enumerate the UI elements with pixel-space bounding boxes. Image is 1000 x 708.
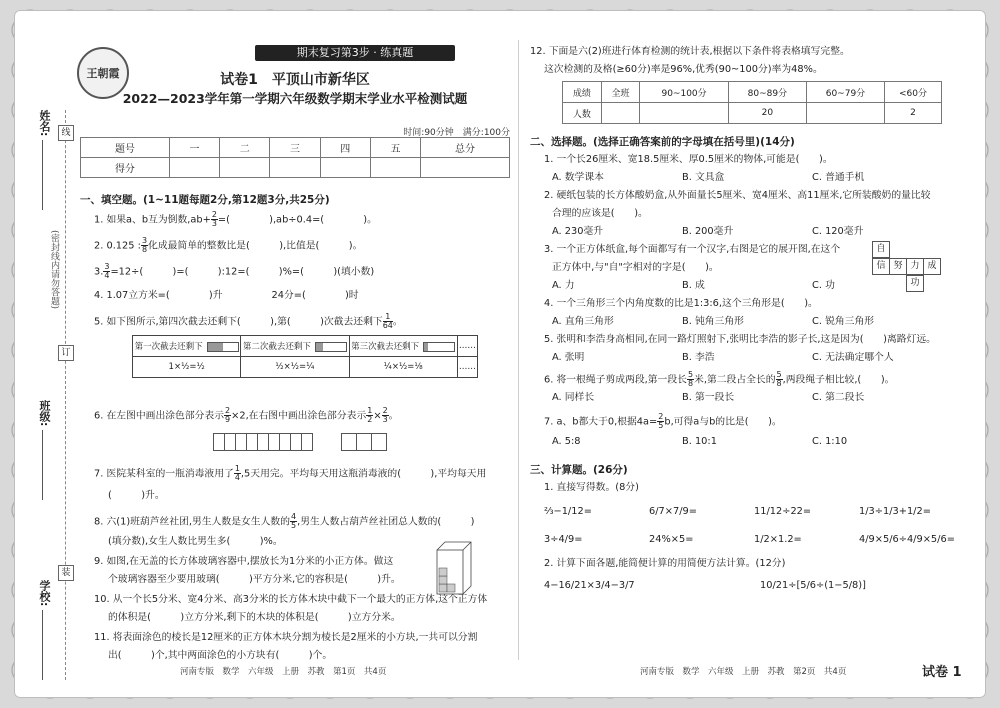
pe-stat-table — [562, 81, 942, 124]
score-header: 五 — [370, 138, 420, 158]
options-2-7 — [552, 435, 847, 449]
question-1-10: 10. 从一个长5分米、宽4分米、高3分米的长方体木块中截下一个最大的正方体,这个正方体 — [94, 594, 488, 605]
option[interactable]: B. 钝角三角形 — [682, 316, 744, 327]
stat-header: <60分 — [884, 82, 941, 103]
option[interactable]: C. 无法确定哪个人 — [812, 352, 894, 363]
question-1-7 — [94, 465, 486, 482]
seal-line — [65, 110, 66, 680]
question-2-2-cont: 合理的应该是( )。 — [552, 208, 648, 219]
seal-char-3: 装 — [58, 565, 74, 581]
net-cell: 成 — [923, 258, 941, 275]
glass-container-figure — [435, 540, 473, 596]
question-1-1 — [94, 211, 377, 228]
stat-cell[interactable] — [640, 103, 729, 124]
options-2-1 — [552, 171, 864, 185]
seal-char-2: 订 — [58, 345, 74, 361]
question-2-2: 2. 硬纸包装的长方体酸奶盒,从外面量长5厘米、宽4厘米、高11厘米,它所装酸奶的量比较 — [544, 190, 931, 201]
question-2-7 — [544, 413, 782, 430]
option[interactable]: B. 200毫升 — [682, 226, 734, 237]
q-text: 3. — [94, 266, 104, 278]
score-header: 题号 — [81, 138, 170, 158]
score-table — [80, 137, 510, 178]
seal-note: (密封线内请勿答题) — [49, 230, 59, 310]
options-2-2 — [552, 225, 863, 239]
seal-char-1: 线 — [58, 125, 74, 141]
name-label: 姓名: — [38, 110, 51, 137]
calc-row-2 — [544, 533, 955, 547]
calc-item[interactable]: 11/12÷22= — [754, 506, 812, 517]
question-1-10-cont: 的体积是( )立方分米,剩下的木块的体积是( )立方分米。 — [108, 612, 401, 623]
q-text: 5. 如下图所示,第四次截去还剩下( ),第( )次截去还剩下 — [94, 316, 383, 328]
fraction: $\frac{3}{8}$ — [141, 236, 148, 254]
calc-item[interactable]: 1/2×1.2= — [754, 534, 802, 545]
fraction: $\frac{5}{8}$ — [776, 370, 782, 388]
option[interactable]: A. 张明 — [552, 352, 585, 363]
calc-item[interactable]: ⅔−1/12= — [544, 506, 592, 517]
cut-formula: ¼×½=⅛ — [349, 357, 457, 378]
question-1-9: 9. 如图,在无盖的长方体玻璃容器中,摆放长为1分米的小正方体。做这 — [94, 556, 394, 567]
question-1-4: 4. 1.07立方米=( )升 24分=( )时 — [94, 290, 359, 301]
cut-header — [133, 336, 241, 357]
question-2-6 — [544, 371, 894, 388]
page-divider — [518, 40, 519, 660]
option[interactable]: A. 同样长 — [552, 392, 595, 403]
option[interactable]: C. 第二段长 — [812, 392, 865, 403]
question-2-5: 5. 张明和李浩身高相同,在同一路灯照射下,张明比李浩的影子长,这是因为( )离路灯远。 — [544, 334, 936, 345]
stat-cell[interactable] — [601, 103, 640, 124]
calc-item[interactable]: 3÷4/9= — [544, 534, 583, 545]
binding-gutter — [30, 110, 80, 690]
fraction: $\frac{2}{3}$ — [382, 406, 388, 424]
score-cell[interactable] — [421, 158, 510, 178]
question-1-12: 12. 下面是六(2)班进行体育检测的统计表,根据以下条件将表格填写完整。 — [530, 46, 850, 57]
footer-right: 河南专版 数学 六年级 上册 苏教 第2页 共4页 — [640, 667, 847, 677]
score-cell[interactable] — [169, 158, 219, 178]
exam-subtitle: 2022—2023学年第一学期六年级数学期末学业水平检测试题 — [122, 91, 468, 106]
question-1-12-cond: 这次检测的及格(≥60分)率是96%,优秀(90~100分)率为48%。 — [544, 64, 823, 75]
q-text: 化成最简单的整数比是( ),比值是( )。 — [148, 240, 363, 252]
q-text: =( ),ab÷0.4=( )。 — [217, 214, 377, 226]
name-underline — [42, 140, 43, 210]
option[interactable]: B. 10:1 — [682, 436, 717, 447]
score-cell[interactable] — [270, 158, 320, 178]
option[interactable]: B. 文具盒 — [682, 172, 725, 183]
q-text: 7. 医院某科室的一瓶消毒液用了 — [94, 468, 234, 480]
q-text: 6. 将一根绳子剪成两段,第一段长 — [544, 374, 687, 386]
stat-header: 90~100分 — [640, 82, 729, 103]
cut-header-text: 第一次截去还剩下 — [134, 342, 203, 352]
question-2-3: 3. 一个正方体纸盒,每个面都写有一个汉字,右图是它的展开图,在这个 — [544, 244, 841, 255]
question-1-8 — [94, 513, 474, 530]
q-text: ,两段绳子相比较,( )。 — [782, 374, 895, 386]
stat-row-label: 人数 — [563, 103, 602, 124]
question-1-5: 5. 如下图所示,第四次截去还剩下( ),第( )次截去还剩下 $\frac{1}{64}$ 。 — [94, 312, 403, 330]
stat-cell: 2 — [884, 103, 941, 124]
q-text: ×2,在右图中画出涂色部分表示 — [231, 410, 367, 422]
bar-quarter — [315, 342, 347, 352]
paper-number-tag: 试卷 1 — [922, 665, 962, 680]
q-text: 2. 0.125 : — [94, 240, 141, 252]
school-underline — [42, 610, 43, 680]
score-header-row — [81, 138, 510, 158]
option[interactable]: A. 5:8 — [552, 436, 581, 447]
net-cell: 功 — [906, 275, 924, 292]
option[interactable]: C. 功 — [812, 280, 835, 291]
options-2-4 — [552, 315, 874, 329]
q-text: ,5天用完。平均每天用这瓶消毒液的( ),平均每天用 — [240, 468, 487, 480]
q-text: 1. 如果a、b互为倒数,ab+ — [94, 214, 211, 226]
class-label: 班级: — [38, 400, 51, 427]
fraction: $\frac{2}{5}$ — [658, 412, 664, 430]
option[interactable]: B. 第一段长 — [682, 392, 735, 403]
option[interactable]: C. 锐角三角形 — [812, 316, 875, 327]
cut-header-text: 第二次截去还剩下 — [242, 342, 311, 352]
cutting-table — [132, 335, 478, 378]
q-text: ,男生人数占葫芦丝社团总人数的( ) — [297, 516, 475, 528]
cut-header-text: 第三次截去还剩下 — [351, 342, 420, 352]
score-row-label: 得分 — [81, 158, 170, 178]
stat-cell: 20 — [728, 103, 806, 124]
score-cell[interactable] — [320, 158, 370, 178]
review-banner: 期末复习第3步 · 练真题 — [255, 45, 455, 61]
q-text: 7. a、b都大于0,根据4a= — [544, 416, 658, 428]
fraction: $\frac{1}{2}$ — [367, 406, 373, 424]
options-2-6 — [552, 391, 864, 405]
cut-header — [241, 336, 349, 357]
score-header: 四 — [320, 138, 370, 158]
fraction: $\frac{4}{5}$ — [291, 512, 297, 530]
class-underline — [42, 430, 43, 500]
score-cell[interactable] — [220, 158, 270, 178]
option[interactable]: A. 数学课本 — [552, 172, 604, 183]
question-1-3 — [94, 263, 374, 280]
bar-half — [207, 342, 239, 352]
cut-header — [349, 336, 457, 357]
option[interactable]: A. 230毫升 — [552, 226, 604, 237]
net-cell: 自 — [872, 241, 890, 258]
question-1-8-cont: (填分数),女生人数比男生多( )%。 — [108, 536, 283, 547]
question-1-11: 11. 将表面涂色的棱长是12厘米的正方体木块分割为棱长是2厘米的小方块,一共可以分割 — [94, 632, 478, 643]
q-text: 米,第二段占全长的 — [694, 374, 776, 386]
score-header: 总分 — [421, 138, 510, 158]
cut-formula: ½×½=¼ — [241, 357, 349, 378]
fraction: $\frac{3}{4}$ — [104, 262, 110, 280]
section3-title: 三、计算题。(26分) — [530, 464, 628, 476]
q-text: 6. 在左图中画出涂色部分表示 — [94, 410, 225, 422]
logo-text: 王朝霞 — [86, 67, 120, 80]
question-1-7-cont: ( )升。 — [108, 490, 165, 501]
option[interactable]: A. 直角三角形 — [552, 316, 614, 327]
time-info: 时间:90分钟 满分:100分 — [403, 128, 510, 138]
cut-formula: …… — [457, 357, 477, 378]
stat-header: 80~89分 — [728, 82, 806, 103]
calc-problem-2[interactable]: 10/21÷[5/6÷(1−5/8)] — [760, 580, 866, 591]
score-value-row — [81, 158, 510, 178]
option[interactable]: C. 普通手机 — [812, 172, 865, 183]
calc-item[interactable]: 24%×5= — [649, 534, 694, 545]
calc-item[interactable]: 1/3÷1/3+1/2= — [859, 506, 931, 517]
calc-problem-1[interactable]: 4−16/21×3/4−3/7 — [544, 580, 635, 591]
calc-row-1 — [544, 505, 931, 519]
net-cell: 信 — [872, 258, 890, 275]
option[interactable]: B. 李浩 — [682, 352, 715, 363]
score-cell[interactable] — [370, 158, 420, 178]
question-2-3-cont: 正方体中,与"自"字相对的字是( )。 — [552, 262, 719, 273]
score-header: 一 — [169, 138, 219, 158]
q-text: b,可得a与b的比是( )。 — [664, 416, 782, 428]
question-3-2: 2. 计算下面各题,能简便计算的用简便方法计算。(12分) — [544, 558, 786, 569]
section1-title: 一、填空题。(1~11题每题2分,第12题3分,共25分) — [80, 194, 330, 206]
footer-left: 河南专版 数学 六年级 上册 苏教 第1页 共4页 — [180, 667, 387, 677]
options-2-3 — [552, 279, 835, 293]
stat-header: 成绩 — [563, 82, 602, 103]
fraction: $\frac{2}{3}$ — [211, 210, 217, 228]
fraction: $\frac{2}{9}$ — [225, 406, 231, 424]
question-1-2 — [94, 237, 362, 254]
question-1-9-cont: 个玻璃容器至少要用玻璃( )平方分米,它的容积是( )升。 — [108, 574, 401, 585]
option[interactable]: C. 120毫升 — [812, 226, 864, 237]
q-text: =12÷( )=( ):12=( )%=( )(填小数) — [110, 266, 375, 278]
q-text: 8. 六(1)班葫芦丝社团,男生人数是女生人数的 — [94, 516, 290, 528]
question-3-1: 1. 直接写得数。(8分) — [544, 482, 639, 493]
question-2-4: 4. 一个三角形三个内角度数的比是1:3:6,这个三角形是( )。 — [544, 298, 818, 309]
stat-header: 全班 — [601, 82, 640, 103]
score-header: 三 — [270, 138, 320, 158]
bar-eighth — [423, 342, 455, 352]
question-1-11-cont: 出( )个,其中两面涂色的小方块有( )个。 — [108, 650, 333, 661]
question-2-1: 1. 一个长26厘米、宽18.5厘米、厚0.5厘米的物体,可能是( )。 — [544, 154, 833, 165]
fraction: $\frac{5}{8}$ — [687, 370, 694, 388]
cut-header: …… — [457, 336, 477, 357]
fraction: $\frac{1}{64}$ — [382, 312, 393, 330]
section2-title: 二、选择题。(选择正确答案前的字母填在括号里)(14分) — [530, 136, 795, 148]
stat-header: 60~79分 — [806, 82, 884, 103]
options-2-5 — [552, 351, 894, 365]
calc-item[interactable]: 6/7×7/9= — [649, 506, 697, 517]
exam-title: 试卷1 平顶山市新华区 — [220, 72, 370, 88]
net-cell: 力 — [906, 258, 924, 275]
net-cell: 努 — [889, 258, 907, 275]
question-1-6: 6. 在左图中画出涂色部分表示 $\frac{2}{9}$ ×2,在右图中画出涂色部分表示 $\frac{1}{2}$ × $\frac{2}{3}$ 。 — [94, 406, 399, 424]
score-header: 二 — [220, 138, 270, 158]
option[interactable]: A. 力 — [552, 280, 575, 291]
option[interactable]: B. 成 — [682, 280, 705, 291]
fraction: $\frac{1}{4}$ — [234, 464, 240, 482]
cut-formula: 1×½=½ — [133, 357, 241, 378]
stat-cell[interactable] — [806, 103, 884, 124]
option[interactable]: C. 1:10 — [812, 436, 848, 447]
calc-item[interactable]: 4/9×5/6÷4/9×5/6= — [859, 534, 955, 545]
right-grid-figure[interactable] — [342, 433, 387, 451]
school-label: 学校: — [38, 580, 51, 607]
left-grid-figure[interactable] — [214, 433, 313, 451]
